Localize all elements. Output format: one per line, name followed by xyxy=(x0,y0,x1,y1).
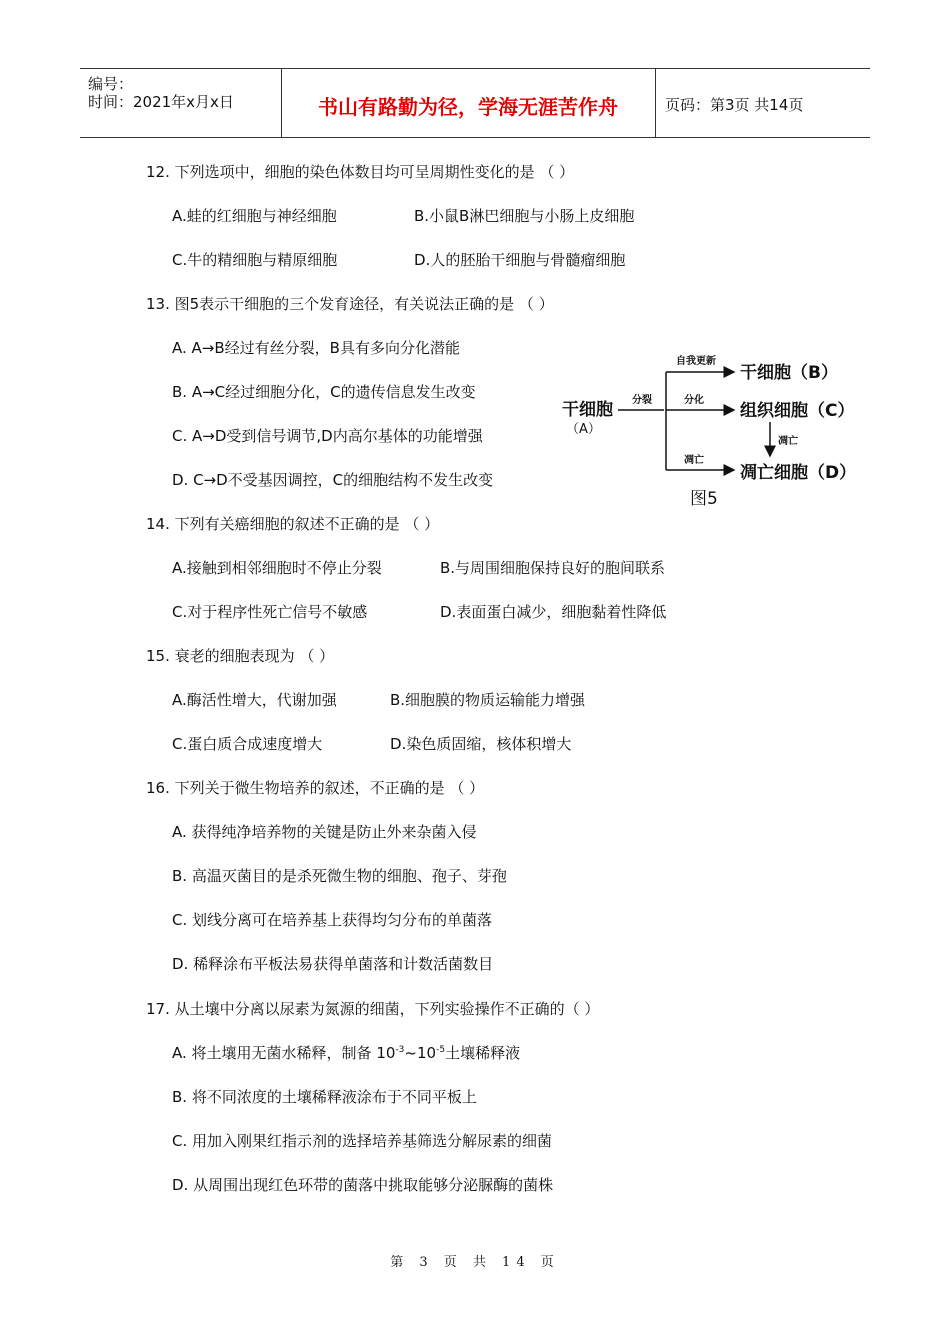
edge-c-to-d-label: 凋亡 xyxy=(778,436,798,447)
edge-differentiate-label: 分化 xyxy=(684,395,704,406)
page-info: 页码：第3页 共14页 xyxy=(665,96,804,114)
question-14-stem: 14. 下列有关癌细胞的叙述不正确的是 （ ） xyxy=(146,515,440,533)
question-16-option-c: C. 划线分离可在培养基上获得均匀分布的单菌落 xyxy=(172,911,493,929)
question-16-option-b: B. 高温灭菌目的是杀死微生物的细胞、孢子、芽孢 xyxy=(172,867,507,885)
edge-split-label: 分裂 xyxy=(632,395,652,406)
question-17-stem: 17. 从土壤中分离以尿素为氮源的细菌，下列实验操作不正确的（ ） xyxy=(146,1000,600,1018)
figure-caption: 图5 xyxy=(690,489,718,509)
question-17-option-d: D. 从周围出现红色环带的菌落中挑取能够分泌脲酶的菌株 xyxy=(172,1176,554,1194)
question-13-option-d: D. C→D不受基因调控，C的细胞结构不发生改变 xyxy=(172,471,494,489)
question-15-option-b: B.细胞膜的物质运输能力增强 xyxy=(390,691,586,709)
node-d-label: 凋亡细胞（D） xyxy=(740,463,857,483)
dilution-tail: 土壤稀释液 xyxy=(445,1044,521,1062)
node-c-label: 组织细胞（C） xyxy=(740,401,855,421)
stem-cell-pathway-diagram xyxy=(556,342,866,512)
header-divider xyxy=(655,69,656,137)
question-15-option-a: A.酶活性增大，代谢加强 xyxy=(172,691,337,709)
edge-self-renew-label: 自我更新 xyxy=(676,356,716,367)
page-footer: 第 3 页 共 14 页 xyxy=(390,1255,560,1270)
question-14-option-a: A.接触到相邻细胞时不停止分裂 xyxy=(172,559,382,577)
question-13-option-c: C. A→D受到信号调节,D内高尔基体的功能增强 xyxy=(172,427,483,445)
number-label: 编号： xyxy=(88,75,134,93)
question-16-option-a: A. 获得纯净培养物的关键是防止外来杂菌入侵 xyxy=(172,823,477,841)
dilution-base-2: 10 xyxy=(416,1044,437,1062)
edge-apoptosis-label: 凋亡 xyxy=(684,455,704,466)
question-17-option-b: B. 将不同浓度的土壤稀释液涂布于不同平板上 xyxy=(172,1088,477,1106)
dilution-separator: ~ xyxy=(404,1044,417,1062)
question-14-option-d: D.表面蛋白减少，细胞黏着性降低 xyxy=(440,603,667,621)
question-13-option-a: A. A→B经过有丝分裂，B具有多向分化潜能 xyxy=(172,339,460,357)
question-17-option-a xyxy=(172,1042,520,1063)
question-12-option-c: C.牛的精细胞与精原细胞 xyxy=(172,251,338,269)
question-16-stem: 16. 下列关于微生物培养的叙述，不正确的是 （ ） xyxy=(146,779,485,797)
page-header xyxy=(80,68,870,138)
question-13-option-b: B. A→C经过细胞分化，C的遗传信息发生改变 xyxy=(172,383,476,401)
question-17-option-a-text: A. 将土壤用无菌水稀释，制备 xyxy=(172,1044,372,1062)
question-13-stem: 13. 图5表示干细胞的三个发育途径，有关说法正确的是 （ ） xyxy=(146,295,554,313)
question-17-option-c: C. 用加入刚果红指示剂的选择培养基筛选分解尿素的细菌 xyxy=(172,1132,553,1150)
node-b-label: 干细胞（B） xyxy=(740,363,838,383)
dilution-exp-2: -5 xyxy=(436,1045,446,1055)
question-15-stem: 15. 衰老的细胞表现为 （ ） xyxy=(146,647,335,665)
question-14-option-c: C.对于程序性死亡信号不敏感 xyxy=(172,603,368,621)
question-12-option-b: B.小鼠B淋巴细胞与小肠上皮细胞 xyxy=(414,207,635,225)
question-12-stem: 12. 下列选项中，细胞的染色体数目均可呈周期性变化的是 （ ） xyxy=(146,163,575,181)
node-a-label: 干细胞 xyxy=(562,400,613,420)
question-12-option-d: D.人的胚胎干细胞与骨髓瘤细胞 xyxy=(414,251,626,269)
date-label: 时间：2021年x月x日 xyxy=(88,93,234,111)
question-16-option-d: D. 稀释涂布平板法易获得单菌落和计数活菌数目 xyxy=(172,955,494,973)
header-motto: 书山有路勤为径，学海无涯苦作舟 xyxy=(318,95,618,119)
question-15-option-c: C.蛋白质合成速度增大 xyxy=(172,735,323,753)
question-12-option-a: A.蛙的红细胞与神经细胞 xyxy=(172,207,337,225)
node-a-sub-label: （A） xyxy=(566,422,601,437)
question-15-option-d: D.染色质固缩，核体积增大 xyxy=(390,735,572,753)
dilution-base-1: 10 xyxy=(376,1044,396,1062)
dilution-exp-1: -3 xyxy=(395,1045,405,1055)
question-14-option-b: B.与周围细胞保持良好的胞间联系 xyxy=(440,559,666,577)
